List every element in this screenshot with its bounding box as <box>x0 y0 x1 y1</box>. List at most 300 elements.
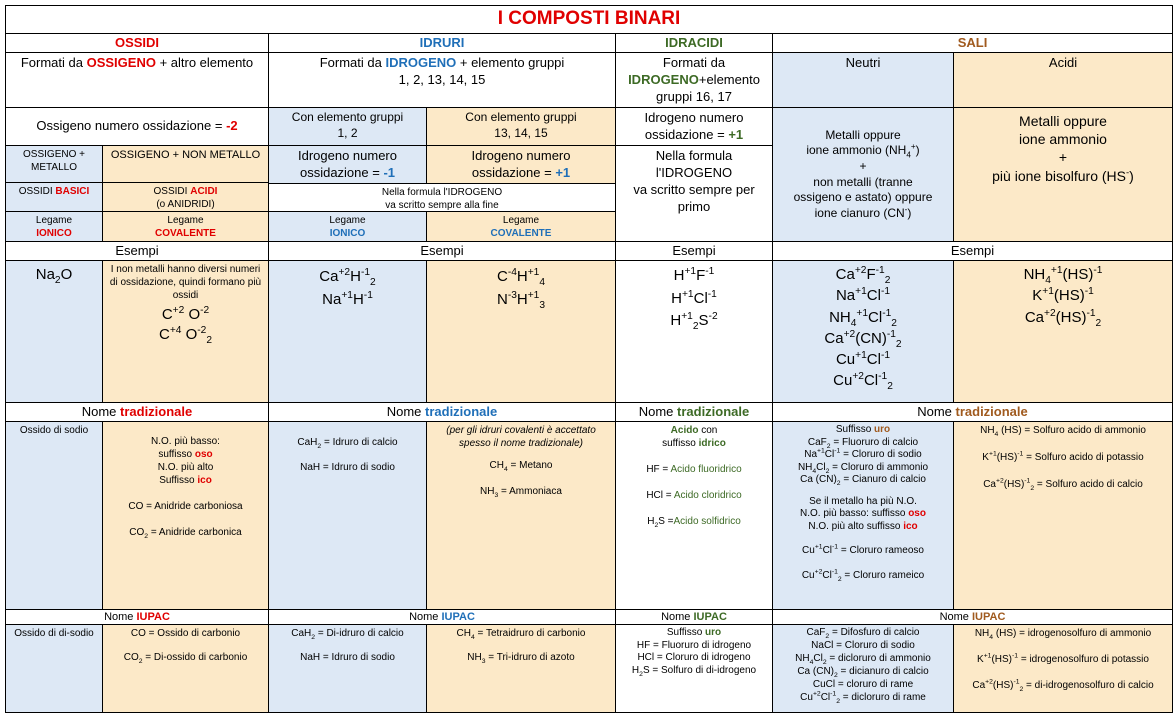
cell-text: Cl <box>813 653 823 664</box>
subscript: 2 <box>836 480 841 487</box>
ossidi-basic-iupac-name <box>5 625 103 713</box>
cell-text: CaH <box>297 437 318 448</box>
superscript: -1 <box>834 447 841 455</box>
cell-text: gruppi 16, 17 <box>656 88 732 104</box>
cell-text: oso <box>908 508 926 519</box>
sali-examples-header <box>773 242 1173 261</box>
cell-text: IDROGENO <box>628 71 699 87</box>
cell-text: H <box>631 664 640 676</box>
superscript: +1 <box>681 288 694 300</box>
superscript: +2 <box>814 568 823 576</box>
cell-text: Cl <box>693 289 708 307</box>
subscript: 2 <box>317 443 322 450</box>
superscript: +2 <box>338 267 351 278</box>
header-idracidi <box>616 34 773 53</box>
cell-text: N.O. più basso: suffisso <box>800 508 909 519</box>
cell-text: = dicianuro di calcio <box>837 666 929 677</box>
cell-text: = Cloruro di ammonio <box>829 461 929 473</box>
cell-text: Cu <box>800 692 813 703</box>
cell-text: Nella formula <box>655 148 733 163</box>
superscript: -1 <box>832 543 839 551</box>
cell-text: Na <box>835 287 856 305</box>
superscript: +1 <box>527 267 540 278</box>
superscript: +1 <box>817 447 825 455</box>
superscript: + <box>910 142 916 152</box>
cell-text: K <box>982 452 989 463</box>
idruri-bond-covalent <box>427 212 616 242</box>
superscript: -1 <box>1017 450 1024 458</box>
cell-text: primo <box>677 198 711 214</box>
cell-text: Cl <box>868 308 883 326</box>
cell-text: Acido <box>670 425 699 436</box>
cell-text: NH <box>1023 266 1046 283</box>
cell-text: Esempi <box>950 242 995 258</box>
cell-text: Ossido di di-sodio <box>14 628 94 639</box>
cell-text: Cl <box>824 449 835 460</box>
cell-text: non metalli (tranne <box>813 174 913 189</box>
cell-text: NH <box>467 652 482 663</box>
superscript: -1 <box>882 307 892 319</box>
cell-text: Se il metallo ha più N.O. <box>809 495 917 507</box>
cell-text: = Tetraidruro di carbonio <box>474 628 586 639</box>
cell-text: (HS) <box>1062 266 1094 283</box>
ossidi-bond-ionic <box>5 212 103 242</box>
superscript: -1 <box>1084 286 1094 298</box>
cell-text: 1, 2 <box>337 125 358 140</box>
superscript: -2 <box>708 311 718 322</box>
cell-text: H <box>516 291 528 309</box>
cell-text: = Difosfuro di calcio <box>829 627 920 638</box>
ossidi-acid-example <box>103 261 269 403</box>
cell-text: + <box>1058 149 1068 166</box>
superscript: +2 <box>985 678 993 686</box>
ossidi-examples-header <box>5 242 269 261</box>
cell-text: Ca <box>824 329 844 347</box>
cell-text: S <box>698 312 709 329</box>
ossidi-basic-traditional-name <box>5 422 103 610</box>
superscript: -1 <box>880 350 891 362</box>
cell-text: Acido cloridrico <box>673 490 742 501</box>
cell-text: Neutri <box>845 55 881 70</box>
cell-text: Na <box>804 449 818 460</box>
cell-text: ione ammonio <box>1019 131 1107 148</box>
cell-text: H <box>516 268 528 285</box>
superscript: +2 <box>812 690 821 698</box>
cell-text: Ca <box>983 479 996 490</box>
idruri-covalent-examples <box>427 261 616 403</box>
cell-text: = dicloruro di rame <box>839 692 926 703</box>
idracidi-examples <box>616 261 773 403</box>
superscript: -1 <box>1013 678 1020 686</box>
cell-text: (HS) <box>996 452 1018 463</box>
superscript: - <box>1126 166 1130 178</box>
subscript: 3 <box>539 300 546 312</box>
cell-text: ) <box>915 143 920 158</box>
cell-text: Suffisso <box>835 424 875 435</box>
cell-text: Nome <box>81 403 121 419</box>
cell-text: Cl <box>822 569 832 581</box>
cell-text: NH <box>980 425 995 436</box>
cell-text: Ossigeno numero ossidazione = <box>36 118 227 134</box>
superscript: +1 <box>855 286 867 298</box>
cell-text: = Metano <box>507 460 553 471</box>
cell-text: HF = Fluoruro di idrogeno <box>636 639 752 651</box>
superscript: +1 <box>684 266 697 277</box>
cell-text: (HS) = idrogenosolfuro di ammonio <box>993 628 1152 639</box>
cell-text: IDRACIDI <box>665 34 723 50</box>
cell-text: Idrogeno numero <box>471 148 571 163</box>
idracidi-hydrogen-position <box>616 146 773 242</box>
cell-text: = Di-ossido di carbonio <box>145 652 248 663</box>
cell-text: IDRURI <box>419 34 465 50</box>
cell-text: Metalli oppure <box>825 127 901 142</box>
cell-text: Nome <box>939 610 972 623</box>
cell-text: H <box>647 516 655 527</box>
idruri-formation <box>269 53 616 108</box>
subscript: 4 <box>1045 275 1051 286</box>
cell-text: tradizionale <box>120 403 193 419</box>
cell-text: Na <box>322 291 342 309</box>
idracidi-oxidation-number <box>616 108 773 146</box>
sali-acidi-iupac-name <box>954 625 1173 713</box>
cell-text: Idrogeno numero <box>297 148 397 163</box>
subscript: 4 <box>812 467 817 475</box>
cell-text: C <box>161 306 173 323</box>
superscript: -1 <box>363 290 373 302</box>
superscript: -1 <box>1024 477 1031 485</box>
idruri-covalent-iupac-name <box>427 625 616 713</box>
cell-text: Nome <box>409 610 442 623</box>
cell-text: NH <box>974 628 990 639</box>
cell-text: HF = <box>646 464 671 475</box>
cell-text: Cu <box>833 372 853 390</box>
idracidi-formation <box>616 53 773 108</box>
idracidi-traditional-name-header <box>616 403 773 422</box>
superscript: +1 <box>855 350 867 362</box>
idruri-hydrogen-position <box>269 184 616 212</box>
cell-text: C <box>496 268 508 285</box>
cell-text: = Solfuro acido di calcio <box>1034 479 1143 490</box>
sali-neutri-description <box>773 108 954 242</box>
cell-text: va scritto sempre alla fine <box>385 200 499 211</box>
subscript: 2 <box>370 277 376 288</box>
cell-text: Nome <box>104 610 137 623</box>
cell-text: Ca <box>972 680 986 691</box>
cell-text: OSSIDI <box>153 186 191 197</box>
superscript: -2 <box>197 324 207 336</box>
cell-text: IONICO <box>36 228 72 239</box>
superscript: +2 <box>172 305 185 316</box>
subscript: 4 <box>470 634 475 641</box>
subscript: 2 <box>826 442 831 450</box>
cell-text: CuCl = cloruro di rame <box>812 679 914 690</box>
subscript: 4 <box>850 317 857 329</box>
cell-text: Metalli oppure <box>1019 113 1107 129</box>
subscript: 2 <box>654 522 659 529</box>
superscript: +4 <box>169 324 182 336</box>
cell-text: C <box>158 325 170 343</box>
superscript: -1 <box>707 288 717 300</box>
superscript: +2 <box>852 371 864 383</box>
cell-text: Nome <box>386 403 426 419</box>
superscript: -1 <box>1012 652 1019 660</box>
cell-text: (HS) <box>991 654 1012 665</box>
idruri-ionic-traditional-name <box>269 422 427 610</box>
idracidi-iupac-name <box>616 625 773 713</box>
cell-text: Na <box>35 266 55 283</box>
cell-text: uro <box>705 627 722 638</box>
cell-text: I non metalli hanno diversi numeri di ossidazione, quindi formano più ossidi <box>109 264 262 301</box>
superscript: -1 <box>830 690 837 698</box>
cell-text: NH <box>797 461 813 473</box>
subscript: 2 <box>822 659 827 666</box>
cell-text: = Solfuro acido di potassio <box>1023 452 1144 463</box>
subscript: 4 <box>503 466 508 473</box>
cell-text: con <box>701 425 718 436</box>
cell-text: Formati da <box>319 55 386 70</box>
sali-neutri-iupac-name <box>773 625 954 713</box>
subscript: 2 <box>825 633 830 640</box>
superscript: +1 <box>681 311 693 322</box>
superscript: -3 <box>507 290 517 302</box>
subscript: 2 <box>836 698 840 705</box>
cell-text: NaH = Idruro di sodio <box>300 652 395 663</box>
cell-text: O <box>188 306 201 323</box>
cell-text: Con elemento gruppi <box>291 110 404 124</box>
cell-text: ) <box>907 205 912 220</box>
idruri-ionic-examples <box>269 261 427 403</box>
ossidi-basic-example <box>5 261 103 403</box>
cell-text: (HS) = Solfuro acido di ammonio <box>998 425 1146 436</box>
cell-text: NaH = Idruro di sodio <box>300 462 395 473</box>
cell-text: Esempi <box>672 242 716 258</box>
subscript: 2 <box>895 338 902 350</box>
cell-text: NH <box>829 308 851 326</box>
cell-text: = dicloruro di ammonio <box>826 653 931 664</box>
cell-text: H <box>671 289 682 307</box>
idruri-examples-header <box>269 242 616 261</box>
cell-text: (CN) <box>855 329 887 347</box>
cell-text: = Cloruro rameico <box>841 569 925 581</box>
cell-text: oso <box>194 449 213 460</box>
cell-text: Cl <box>866 287 881 305</box>
superscript: -1 <box>705 266 715 277</box>
cell-text: K <box>977 654 984 665</box>
superscript: +2 <box>1044 307 1056 319</box>
cell-text: CaF <box>806 627 826 638</box>
cell-text: = Di-idruro di calcio <box>315 628 404 639</box>
subscript: 2 <box>1030 485 1035 492</box>
cell-text: HCl = <box>646 490 674 501</box>
cell-text: K <box>1032 287 1043 305</box>
cell-text: Cu <box>801 569 815 581</box>
cell-text: I COMPOSTI BINARI <box>497 8 681 30</box>
cell-text: H <box>670 312 682 329</box>
subscript: 2 <box>639 670 643 678</box>
cell-text: N <box>496 291 508 309</box>
cell-text: CO <box>123 652 139 663</box>
page-title <box>5 5 1173 34</box>
subscript: 2 <box>1019 686 1024 693</box>
subscript: 2 <box>837 575 842 583</box>
sali-neutri-examples <box>773 261 954 403</box>
superscript: -1 <box>1093 265 1103 276</box>
subscript: 2 <box>884 275 891 286</box>
cell-text: suffisso <box>158 449 195 460</box>
subscript: 2 <box>311 634 316 641</box>
superscript: +1 <box>988 450 997 458</box>
sali-neutri-traditional-name <box>773 422 954 610</box>
subscript: 2 <box>891 317 897 329</box>
ossidi-nonmetal-label <box>103 146 269 183</box>
header-ossidi <box>5 34 269 53</box>
cell-text: Ossido di sodio <box>19 425 89 436</box>
cell-text: OSSIDI <box>18 186 56 197</box>
cell-text: CaH <box>291 628 312 639</box>
header-sali <box>773 34 1173 53</box>
cell-text: S = <box>658 516 674 527</box>
subscript: 2 <box>834 672 838 679</box>
cell-text: Suffisso <box>666 627 706 638</box>
cell-text: COVALENTE <box>490 228 552 239</box>
cell-text: CO = Ossido di carbonio <box>130 628 241 639</box>
cell-text: = Cianuro di calcio <box>840 474 926 485</box>
subscript: 2 <box>1095 317 1102 329</box>
cell-text: BASICI <box>55 186 90 197</box>
cell-text: = Tri-idruro di azoto <box>485 652 575 663</box>
cell-text: Ca <box>835 266 855 283</box>
cell-text: Acidi <box>1048 55 1078 70</box>
cell-text: l'IDROGENO <box>655 164 733 180</box>
ossidi-oxidation-number <box>5 108 269 146</box>
cell-text: O <box>60 266 73 283</box>
superscript: -1 <box>831 568 838 576</box>
superscript: -1 <box>875 265 885 276</box>
cell-text: +1 <box>728 126 744 142</box>
idruri-group-13-15 <box>427 108 616 146</box>
superscript: +1 <box>527 290 540 302</box>
ossidi-acidi-label <box>103 183 269 212</box>
idruri-group-1-2 <box>269 108 427 146</box>
superscript: -2 <box>200 305 210 316</box>
cell-text: + <box>859 158 867 173</box>
cell-text: Esempi <box>420 242 464 258</box>
subscript: 2 <box>692 321 699 332</box>
cell-text: ione cianuro (CN <box>814 205 905 220</box>
cell-text: ) <box>1129 167 1134 184</box>
cell-text: ico <box>903 520 918 532</box>
sali-iupac-header <box>773 610 1173 625</box>
ossidi-formation <box>5 53 269 108</box>
cell-text: Cu <box>802 545 815 556</box>
cell-text: NaCl = Cloruro di sodio <box>811 640 915 651</box>
cell-text: Formati da <box>20 55 87 70</box>
subscript: 2 <box>887 381 893 393</box>
idracidi-traditional-name <box>616 422 773 610</box>
superscript: -1 <box>878 371 888 383</box>
idruri-covalent-traditional-name <box>427 422 616 610</box>
sali-acidi-description <box>954 108 1173 242</box>
cell-text: Nome <box>638 403 678 419</box>
superscript: - <box>904 204 908 214</box>
cell-text: Legame <box>167 215 204 226</box>
sali-acidi-traditional-name <box>954 422 1173 610</box>
ossidi-iupac-header <box>5 610 269 625</box>
ossidi-acid-traditional-name <box>103 422 269 610</box>
superscript: +1 <box>856 307 869 319</box>
subscript: 2 <box>206 334 213 346</box>
superscript: +1 <box>1050 265 1063 276</box>
cell-text: + altro elemento <box>155 55 254 70</box>
cell-text: OSSIGENO + NON METALLO <box>110 149 261 161</box>
cell-text: = Idruro di calcio <box>321 437 398 448</box>
cell-text: tradizionale <box>677 403 750 419</box>
superscript: -1 <box>880 286 891 298</box>
cell-text: Cu <box>835 351 856 369</box>
cell-text: IDROGENO <box>385 55 457 70</box>
subscript: 4 <box>989 634 994 641</box>
cell-text: va scritto sempre per <box>633 181 755 197</box>
cell-text: IONICO <box>329 228 366 239</box>
sali-acidi-examples <box>954 261 1173 403</box>
cell-text: COVALENTE <box>155 228 216 239</box>
cell-text: Nome <box>917 403 956 419</box>
cell-text: CO = Anidride carboniosa <box>128 501 243 512</box>
subscript: 3 <box>494 492 499 499</box>
subscript: 4 <box>906 150 911 160</box>
idruri-ionic-oxidation <box>269 146 427 184</box>
cell-text: CaF <box>807 436 827 448</box>
cell-text: O <box>185 325 198 343</box>
subscript: 4 <box>994 431 999 438</box>
sali-neutri-header <box>773 53 954 108</box>
cell-text: -1 <box>383 164 396 180</box>
cell-text: Legame <box>329 215 366 226</box>
cell-text: F <box>866 266 876 283</box>
cell-text: ione ammonio (NH <box>806 143 907 158</box>
superscript: -4 <box>507 267 517 278</box>
cell-text: OSSIGENO <box>86 55 156 70</box>
cell-text: CH <box>456 628 471 639</box>
idruri-iupac-header <box>269 610 616 625</box>
ossidi-basici-label <box>5 183 103 212</box>
cell-text: + elemento gruppi <box>456 55 565 70</box>
subscript: 2 <box>144 533 149 540</box>
subscript: 2 <box>138 658 143 665</box>
cell-text: ossidazione = <box>644 126 729 142</box>
cell-text: SALI <box>957 34 988 50</box>
cell-text: uro <box>874 424 891 435</box>
cell-text: Legame <box>35 215 73 226</box>
cell-text: (HS) <box>1003 479 1025 490</box>
subscript: 2 <box>54 275 61 286</box>
ossidi-traditional-name-header <box>5 403 269 422</box>
cell-text: Con elemento gruppi <box>465 110 577 124</box>
cell-text: = Cloruro di sodio <box>840 449 922 460</box>
cell-text: Cl <box>820 692 831 703</box>
cell-text: più ione bisolfuro (HS <box>992 167 1126 184</box>
cell-text: Nome <box>661 610 694 623</box>
cell-text: Legame <box>502 215 540 226</box>
sali-acidi-header <box>954 53 1173 108</box>
subscript: 3 <box>481 658 486 665</box>
cell-text: 1, 2, 13, 14, 15 <box>398 71 486 87</box>
idracidi-examples-header <box>616 242 773 261</box>
cell-text: Formati da <box>662 55 726 70</box>
subscript: 4 <box>539 277 546 288</box>
cell-text: (HS) <box>1055 308 1087 326</box>
superscript: +2 <box>995 477 1004 485</box>
